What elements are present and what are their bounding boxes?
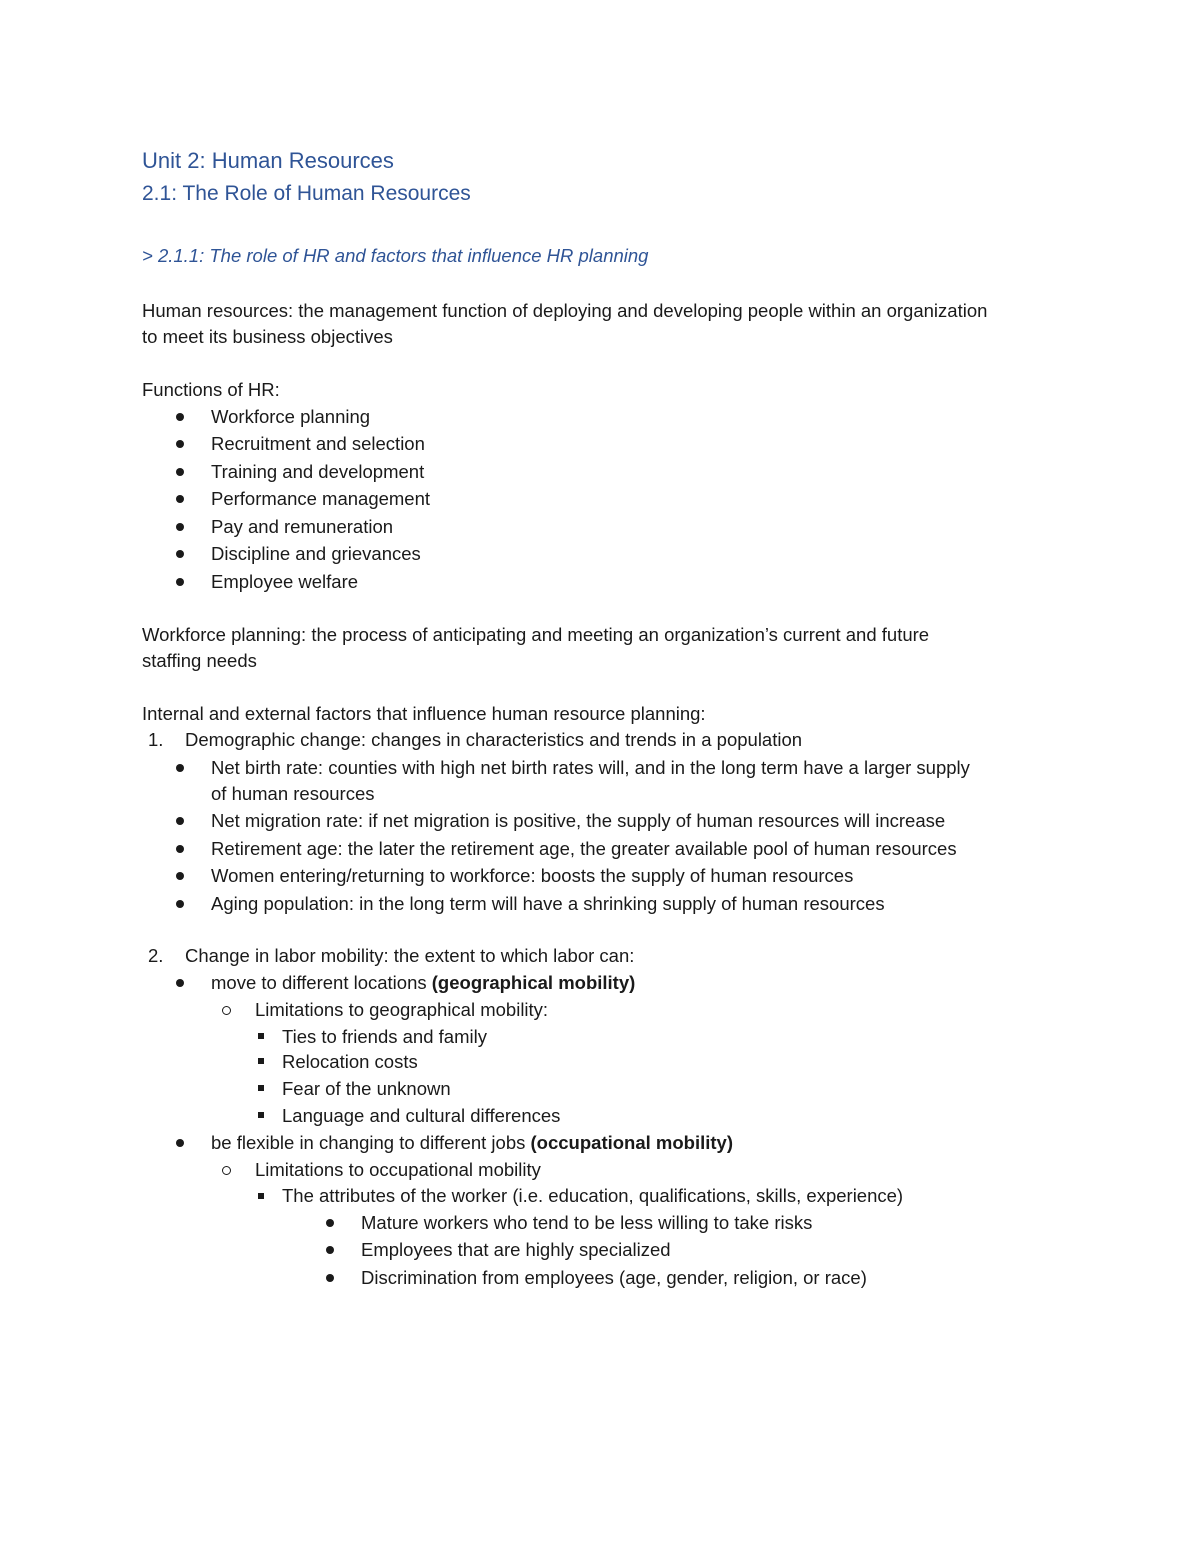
bullet-icon <box>176 817 184 825</box>
geo-limits-title: Limitations to geographical mobility: <box>255 999 549 1020</box>
occ-attributes: The attributes of the worker (i.e. education, qualifications, skills, experience) <box>282 1185 904 1206</box>
occ-sub-item: Discrimination from employees (age, gender, religion, or race) <box>361 1267 867 1288</box>
bullet-icon <box>176 1139 184 1147</box>
square-bullet-icon <box>258 1033 264 1039</box>
factor-bullet: Net migration rate: if net migration is positive, the supply of human resources will increase <box>211 810 946 831</box>
circle-bullet-icon <box>222 1166 231 1175</box>
occ-limits-title: Limitations to occupational mobility <box>255 1159 541 1180</box>
geo-mobility-item <box>211 970 635 996</box>
wp-definition-line1: Workforce planning: the process of anticipating and meeting an organization’s current and future <box>142 624 930 645</box>
factors-title: Internal and external factors that influence human resource planning: <box>142 703 706 724</box>
function-item: Recruitment and selection <box>211 433 425 454</box>
occ-sub-item: Mature workers who tend to be less willing to take risks <box>361 1212 813 1233</box>
bullet-icon <box>176 468 184 476</box>
bullet-icon <box>326 1274 334 1282</box>
function-item: Discipline and grievances <box>211 543 421 564</box>
factor-bullet-cont: of human resources <box>211 783 375 804</box>
factor-bullet: Retirement age: the later the retirement age, the greater available pool of human resources <box>211 838 957 859</box>
list-number: 2. <box>148 945 164 966</box>
square-bullet-icon <box>258 1058 264 1064</box>
hr-definition-line1: Human resources: the management function of deploying and developing people within an organization <box>142 300 988 321</box>
function-item: Performance management <box>211 488 431 509</box>
geo-mobility-term: (geographical mobility) <box>431 972 636 993</box>
bullet-icon <box>176 440 184 448</box>
bullet-icon <box>176 764 184 772</box>
factor-bullet: Women entering/returning to workforce: boosts the supply of human resources <box>211 865 854 886</box>
square-bullet-icon <box>258 1112 264 1118</box>
bullet-icon <box>176 872 184 880</box>
bullet-icon <box>176 845 184 853</box>
geo-mobility-text: move to different locations <box>211 972 432 993</box>
bullet-icon <box>176 550 184 558</box>
function-item: Employee welfare <box>211 571 359 592</box>
factor-bullet: Aging population: in the long term will have a shrinking supply of human resources <box>211 893 885 914</box>
wp-definition-line2: staffing needs <box>142 650 257 671</box>
bullet-icon <box>176 495 184 503</box>
functions-title: Functions of HR: <box>142 379 280 400</box>
circle-bullet-icon <box>222 1006 231 1015</box>
occ-mobility-text: be flexible in changing to different jobs <box>211 1132 531 1153</box>
bullet-icon <box>176 900 184 908</box>
factor-bullet: Net birth rate: counties with high net birth rates will, and in the long term have a larger supply <box>211 757 970 778</box>
bullet-icon <box>176 979 184 987</box>
function-item: Training and development <box>211 461 425 482</box>
bullet-icon <box>326 1219 334 1227</box>
occ-mobility-term: (occupational mobility) <box>530 1132 733 1153</box>
geo-limit-item: Ties to friends and family <box>282 1026 487 1047</box>
bullet-icon <box>176 523 184 531</box>
list-number: 1. <box>148 729 164 750</box>
bullet-icon <box>176 413 184 421</box>
bullet-icon <box>326 1246 334 1254</box>
geo-limit-item: Language and cultural differences <box>282 1105 561 1126</box>
occ-sub-item: Employees that are highly specialized <box>361 1239 671 1260</box>
subsection-heading: > 2.1.1: The role of HR and factors that influence HR planning <box>142 245 649 266</box>
section-heading: 2.1: The Role of Human Resources <box>142 182 471 205</box>
bullet-icon <box>176 578 184 586</box>
geo-limit-item: Relocation costs <box>282 1051 418 1072</box>
function-item: Workforce planning <box>211 406 371 427</box>
factor-demographic: Demographic change: changes in characteristics and trends in a population <box>185 729 803 750</box>
unit-heading: Unit 2: Human Resources <box>142 148 394 173</box>
square-bullet-icon <box>258 1193 264 1199</box>
occ-mobility-item <box>211 1130 733 1156</box>
square-bullet-icon <box>258 1085 264 1091</box>
geo-limit-item: Fear of the unknown <box>282 1078 451 1099</box>
function-item: Pay and remuneration <box>211 516 394 537</box>
factor-labor-mobility: Change in labor mobility: the extent to which labor can: <box>185 945 635 966</box>
hr-definition-line2: to meet its business objectives <box>142 326 393 347</box>
